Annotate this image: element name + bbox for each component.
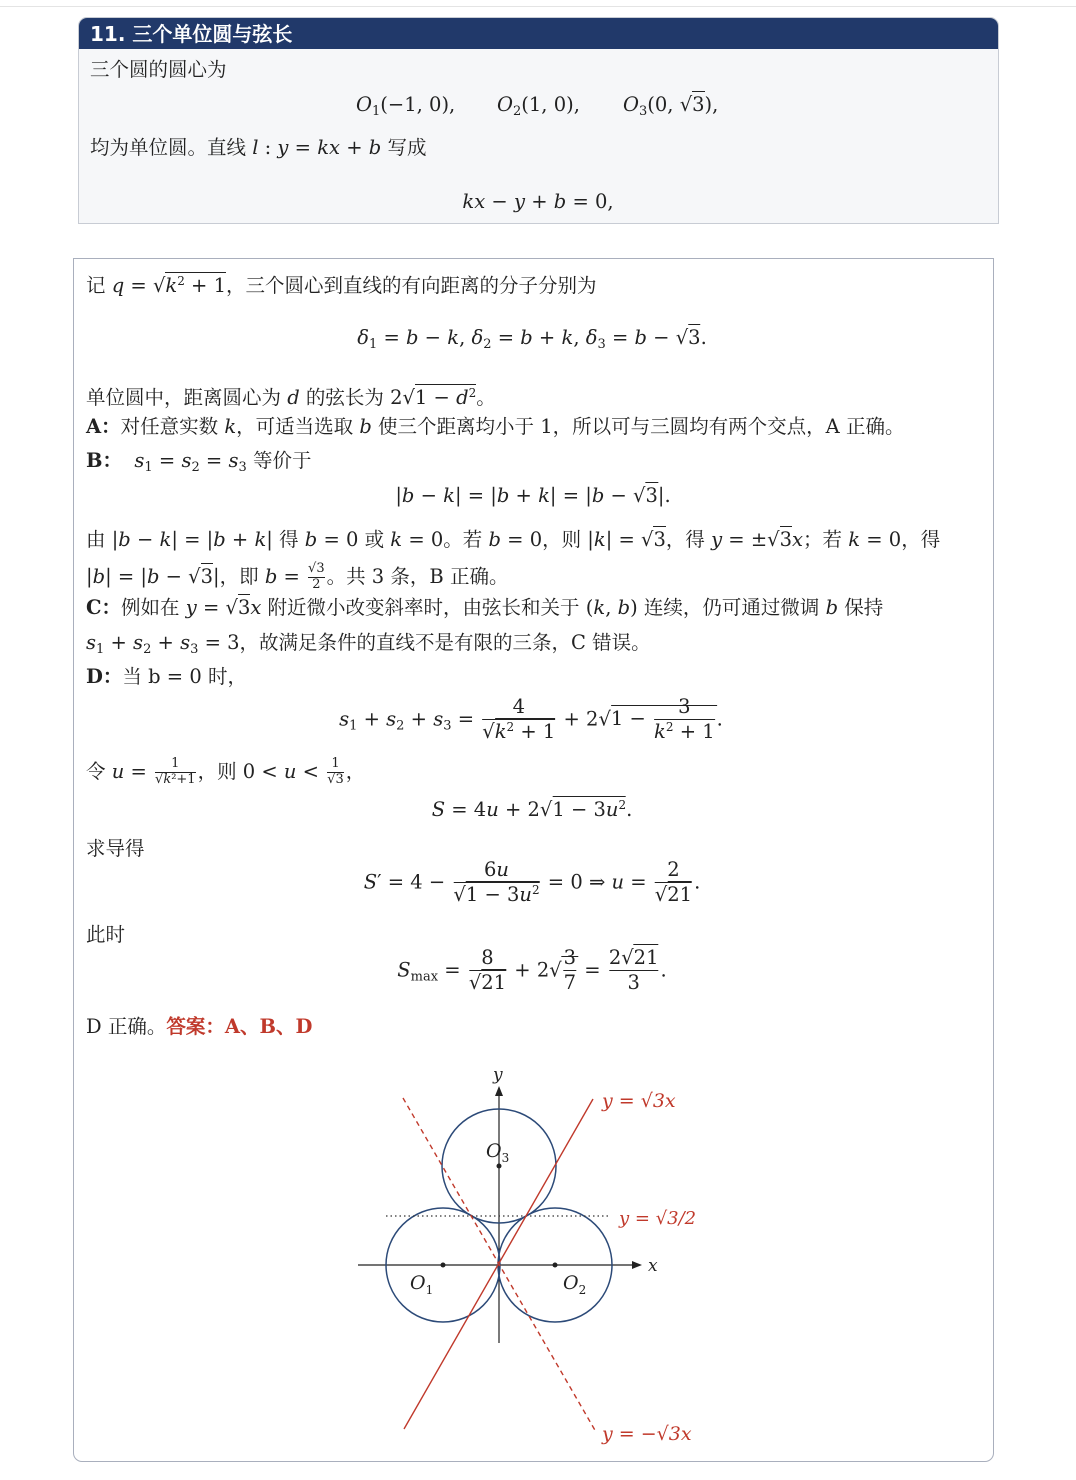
- derivative-label: 求导得: [86, 837, 145, 860]
- smax-eq: $S_{max}$ = $\frac{8}{√21}$ + 2√ $\frac{3}{7}$ = $\frac{2√21}{3}$ .: [397, 946, 667, 995]
- answer-value: A、B、D: [224, 1015, 313, 1038]
- u-substitution: 令 u = $\frac{1}{\text{√k²+1}}$ ，则 0 < u < $\frac{1}{√3}$ ，: [86, 756, 366, 787]
- label-line-half: y = √3/2: [619, 1208, 697, 1229]
- s-equation: $S = 4u + 2√1 - 3u^2$.: [431, 798, 633, 821]
- problem-line-text: 均为单位圆。直线 l : y = kx + b 写成: [90, 136, 427, 159]
- center-o1: $O_1(-1$, 0),: [356, 93, 456, 119]
- x-axis-label: x: [648, 1256, 658, 1276]
- option-d-eq: $s_1 + s_2 + s_3$ = $\frac{4}{√k^2 + 1}$ + 2√1 − $\frac{3}{k^2 + 1}$ .: [339, 695, 723, 744]
- sol-chord: 单位圆中，距离圆心为 d 的弦长为 $2√1 - d^2$。: [86, 386, 496, 409]
- conclusion: D 正确。答案：A、B、D: [86, 1015, 313, 1038]
- problem-intro: 三个圆的圆心为: [90, 58, 227, 81]
- problem-header: 11. 三个单位圆与弦长: [79, 18, 998, 49]
- sol-deltas: $\delta_1 = b - k$, $\delta_2 = b + k$, $\delta_3 = b - √3$.: [357, 326, 707, 352]
- sol-q-def: 记 $q = √k^2 + 1$，三个圆心到直线的有向距离的分子分别为: [86, 274, 597, 297]
- option-c-line1: C：例如在 y = √3x 附近微小改变斜率时，由弦长和关于 (k, b) 连续，仍可通过微调 b 保持: [86, 596, 884, 619]
- label-o1: $O_1$: [410, 1272, 434, 1297]
- x-axis-arrow: [632, 1261, 642, 1269]
- option-d: D：当 b = 0 时，: [86, 665, 247, 688]
- label-line-neg: y = −√3x: [602, 1423, 692, 1445]
- center-o3: $O_3(0$, √3),: [623, 93, 719, 119]
- option-b: B： $s_1 = s_2 = s_3$ 等价于: [86, 449, 312, 475]
- answer-label: 答案：: [166, 1015, 225, 1038]
- label-line-pos: y = √3x: [602, 1090, 676, 1112]
- center-dot-o1: [441, 1263, 446, 1268]
- y-axis-label: y: [493, 1065, 503, 1085]
- option-b-line2: |b| = |b − √3|，即 b = $\frac{√3}{2}$ 。共 3 条，B 正确。: [86, 561, 509, 592]
- center-dot-o2: [553, 1263, 558, 1268]
- label-o2: $O_2$: [563, 1272, 587, 1297]
- problem-line-eq: kx − y + b = 0,: [462, 190, 614, 213]
- option-b-line1: 由 |b − k| = |b + k| 得 b = 0 或 k = 0。若 b = 0，则 |k| = √3，得 y = ±√3x；若 k = 0，得: [86, 528, 941, 551]
- option-b-eq: |b − k| = |b + k| = |b − √3|.: [395, 484, 671, 507]
- option-a: A：对任意实数 k，可适当选取 b 使三个距离均小于 1，所以可与三圆均有两个交点，A 正确。: [86, 415, 905, 438]
- then-label: 此时: [86, 923, 126, 946]
- center-o2: $O_2(1$, 0),: [497, 93, 580, 119]
- derivative-eq: S′ = 4 − $\frac{6u}{√1 - 3u^2}$ = 0 ⇒ u = $\frac{2}{√21}$ .: [363, 858, 701, 907]
- label-o3: $O_3$: [486, 1140, 510, 1165]
- y-axis-arrow: [495, 1086, 503, 1096]
- option-c-line2: $s_1 + s_2 + s_3 = 3$，故满足条件的直线不是有限的三条，C 错误。: [86, 631, 651, 657]
